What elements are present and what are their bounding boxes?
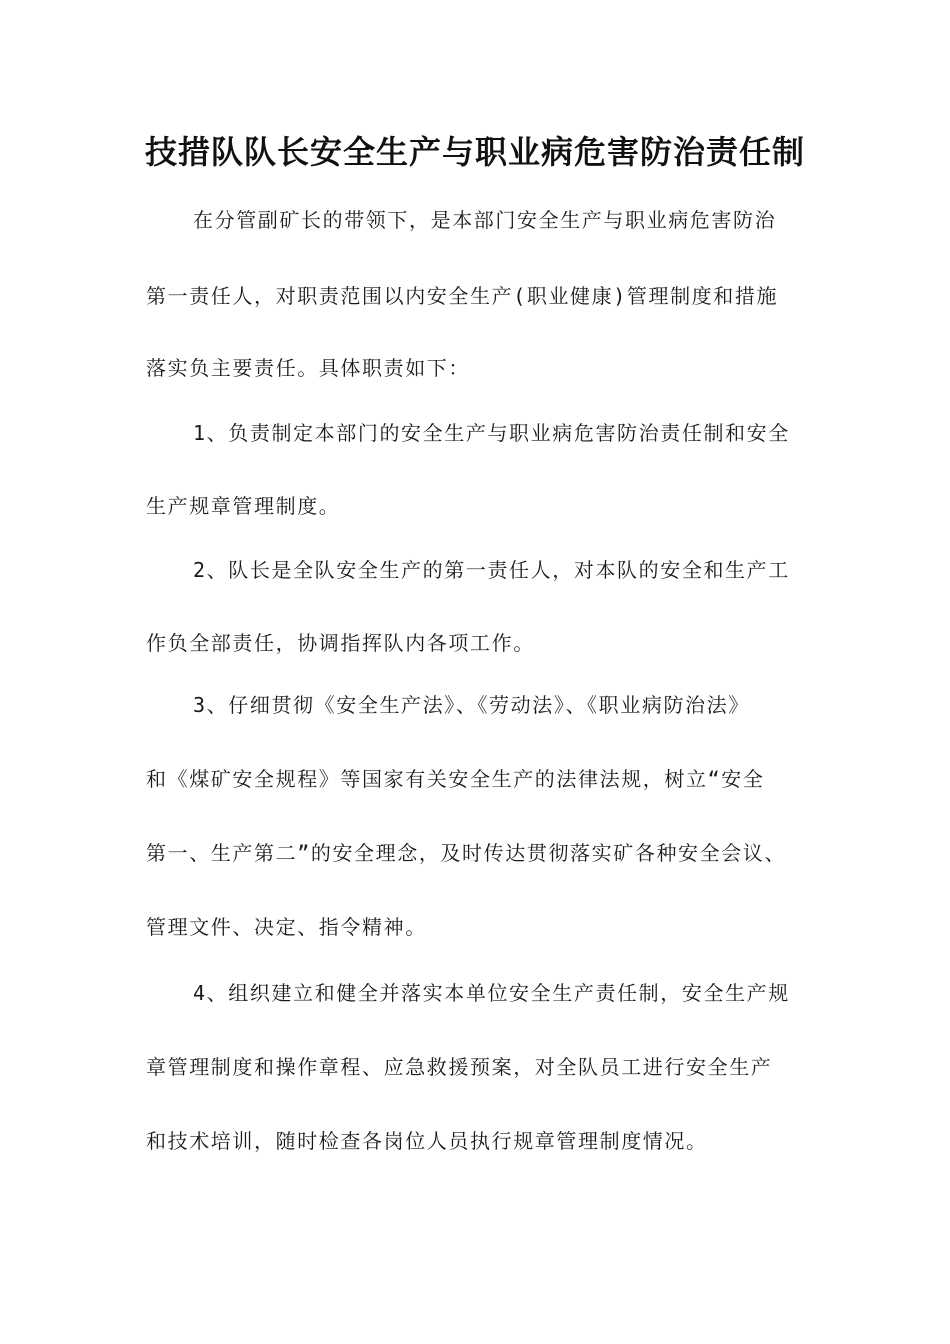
item-3-line-1: 3、仔细贯彻《安全生产法》、《劳动法》、《职业病防治法》 bbox=[193, 693, 750, 717]
item-3-line-3: 第一、生产第二”的安全理念，及时传达贯彻落实矿各种安全会议、 bbox=[146, 841, 787, 865]
paragraph-intro-line-1: 在分管副矿长的带领下，是本部门安全生产与职业病危害防治 bbox=[193, 208, 777, 232]
item-3-line-4: 管理文件、决定、指令精神。 bbox=[146, 915, 427, 939]
item-2-line-2: 作负全部责任，协调指挥队内各项工作。 bbox=[146, 631, 535, 655]
item-1-line-1: 1、负责制定本部门的安全生产与职业病危害防治责任制和安全 bbox=[193, 421, 790, 445]
item-4-line-2: 章管理制度和操作章程、应急救援预案，对全队员工进行安全生产 bbox=[146, 1055, 773, 1079]
item-1-line-2: 生产规章管理制度。 bbox=[146, 494, 341, 518]
document-title: 技措队队长安全生产与职业病危害防治责任制 bbox=[144, 133, 805, 171]
item-2-line-1: 2、队长是全队安全生产的第一责任人，对本队的安全和生产工 bbox=[193, 558, 790, 582]
paragraph-intro-line-2: 第一责任人，对职责范围以内安全生产(职业健康)管理制度和措施 bbox=[146, 284, 779, 308]
item-4-line-1: 4、组织建立和健全并落实本单位安全生产责任制，安全生产规 bbox=[193, 981, 790, 1005]
item-4-line-3: 和技术培训，随时检查各岗位人员执行规章管理制度情况。 bbox=[146, 1129, 708, 1153]
item-3-line-2: 和《煤矿安全规程》等国家有关安全生产的法律法规，树立“安全 bbox=[146, 767, 765, 791]
paragraph-intro-line-3: 落实负主要责任。具体职责如下： bbox=[146, 356, 470, 380]
